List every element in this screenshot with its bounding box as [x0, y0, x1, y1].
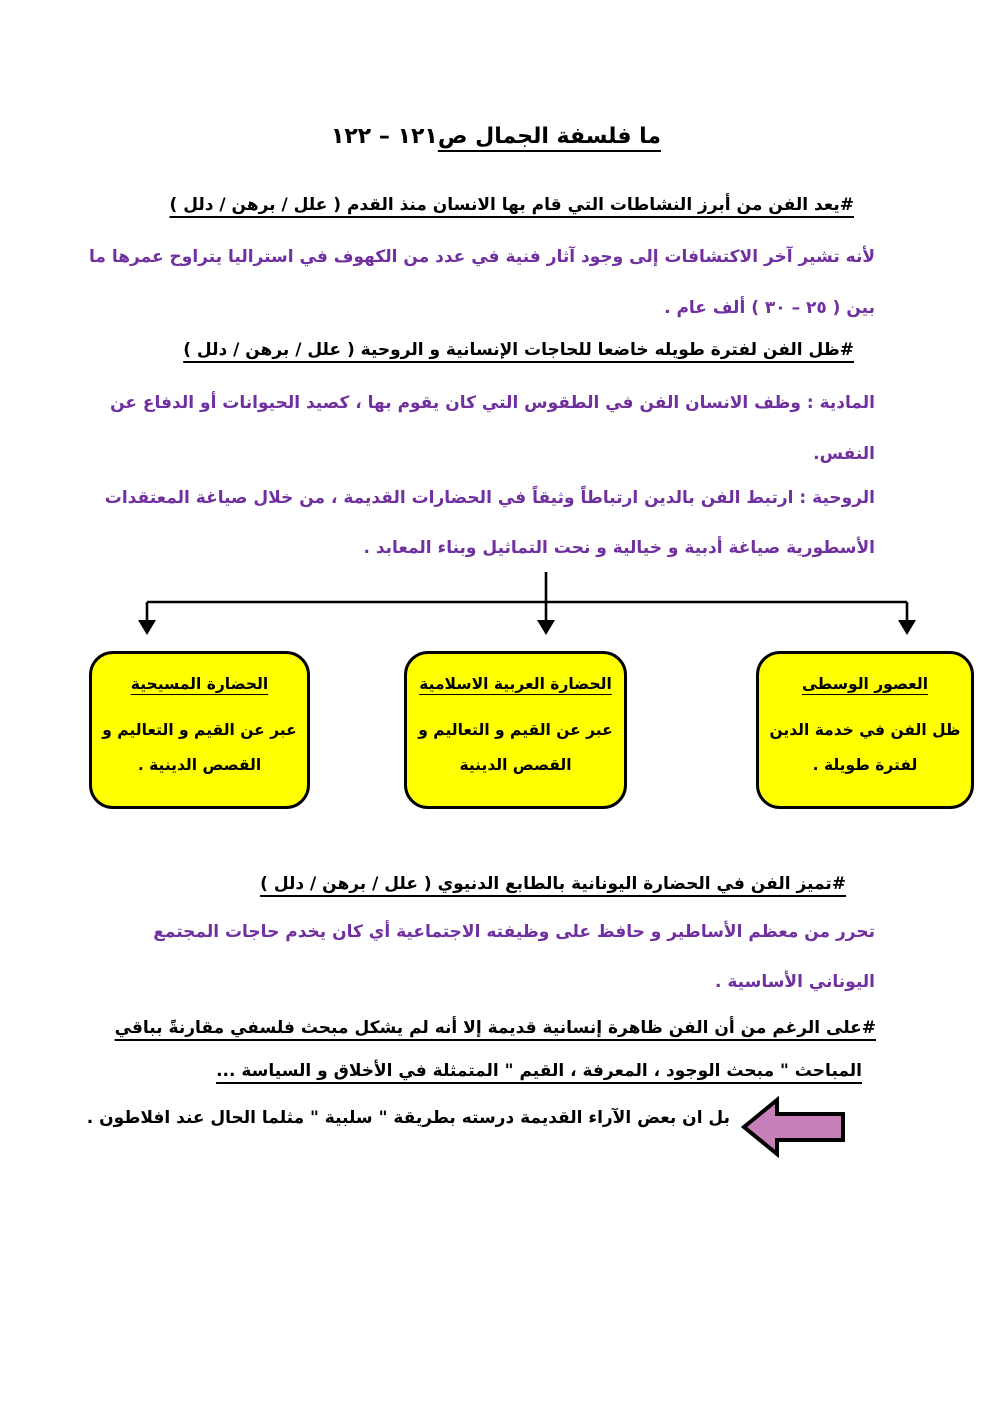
box-text-line: عبر عن القيم و التعاليم و	[418, 721, 613, 739]
question-1-answer-line-2: بين ( ٢٥ – ٣٠ ) ألف عام .	[664, 298, 875, 318]
down-arrowhead-right	[898, 620, 916, 635]
box-title: الحضارة المسيحية	[130, 675, 269, 693]
left-arrow-icon	[741, 1096, 847, 1158]
flowchart-box-arab-islamic-civilization	[404, 651, 627, 809]
question-2-spiritual-line-1: الروحية : ارتبط الفن بالدين ارتباطاً وثيقاً في الحضارات القديمة ، من خلال صياغة المعتقدات	[104, 488, 875, 508]
question-3-answer-line-2: اليوناني الأساسية .	[714, 972, 875, 992]
down-arrowhead-left	[138, 620, 156, 635]
question-2-spiritual-line-2: الأسطورية صياغة أدبية و خيالية و نحت التماثيل وبناء المعابد .	[363, 538, 875, 558]
box-text-line: لفترة طويلة .	[812, 756, 918, 774]
box-text-line: القصص الدينية	[459, 756, 572, 774]
question-4-heading-line-2: المباحث " مبحث الوجود ، المعرفة ، القيم " المتمثلة في الأخلاق و السياسة ...	[216, 1061, 862, 1081]
flowchart-box-christian-civilization	[89, 651, 310, 809]
note-text: بل ان بعض الآراء القديمة درسته بطريقة " سلبية " مثلما الحال عند افلاطون .	[86, 1108, 730, 1128]
question-2-material-line-1: المادية : وظف الانسان الفن في الطقوس التي كان يقوم بها ، كصيد الحيوانات أو الدفاع عن	[110, 393, 875, 413]
question-3-heading: #تميز الفن في الحضارة اليونانية بالطابع الدنيوي ( علل / برهن / دلل )	[260, 874, 846, 894]
question-4-heading-line-1: #على الرغم من أن الفن ظاهرة إنسانية قديمة إلا أنه لم يشكل مبحث فلسفي مقارنةً بباقي	[114, 1018, 876, 1038]
title-underlined-text: ما فلسفة الجمال ص	[437, 124, 662, 149]
question-1-answer-line-1: لأنه تشير آخر الاكتشافات إلى وجود آثار فنية في عدد من الكهوف في استراليا يتراوح عمرها ما	[89, 247, 875, 267]
box-text-line: القصص الدينية .	[137, 756, 262, 774]
question-2-heading: #ظل الفن لفترة طويله خاضعا للحاجات الإنسانية و الروحية ( علل / برهن / دلل )	[183, 340, 854, 360]
box-text-line: عبر عن القيم و التعاليم و	[102, 721, 297, 739]
flowchart-box-middle-ages	[756, 651, 974, 809]
box-title: الحضارة العربية الاسلامية	[419, 675, 612, 693]
box-title: العصور الوسطى	[801, 675, 929, 693]
flowchart-connector	[0, 566, 992, 638]
page-title	[0, 124, 992, 149]
box-text-line: ظل الفن في خدمة الدين	[769, 721, 961, 739]
title-page-numbers: ١٢١ – ١٢٢	[330, 124, 438, 149]
question-1-heading: #يعد الفن من أبرز النشاطات التي قام بها الانسان منذ القدم ( علل / برهن / دلل )	[169, 195, 854, 215]
question-2-material-line-2: النفس.	[813, 444, 875, 464]
down-arrowhead-middle	[537, 620, 555, 635]
question-3-answer-line-1: تحرر من معظم الأساطير و حافظ على وظيفته الاجتماعية أي كان يخدم حاجات المجتمع	[153, 922, 875, 942]
